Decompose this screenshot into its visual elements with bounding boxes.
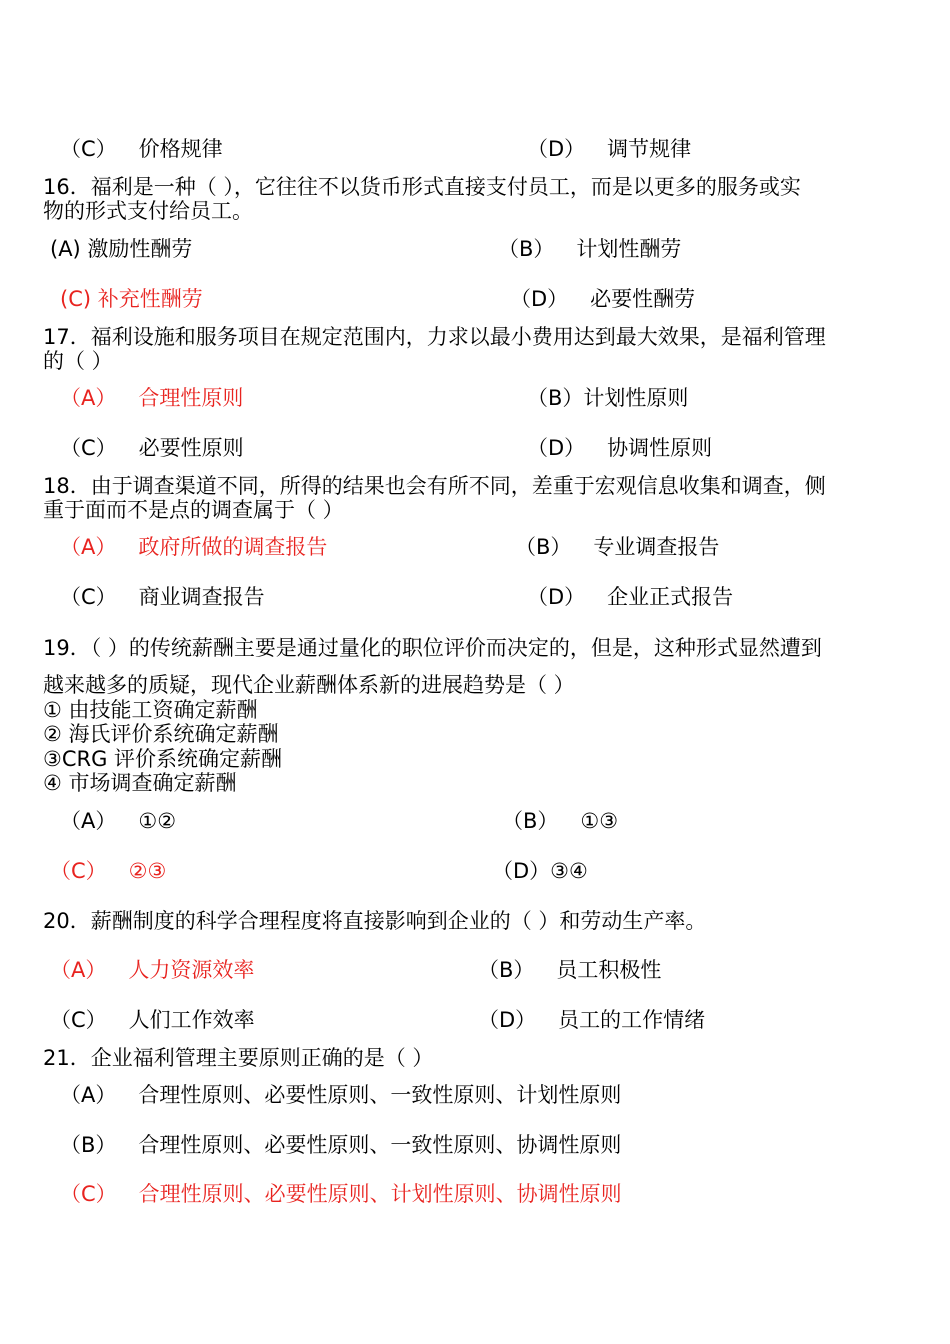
q19-stem-line1: 19．（ ）的传统薪酬主要是通过量化的职位评价而决定的，但是，这种形式显然遭到 — [43, 636, 822, 660]
q17-option-a-answer: （A） 合理性原则 — [60, 386, 244, 410]
q19-option-c-answer: （C） ②③ — [50, 859, 167, 883]
q20-option-c: （C） 人们工作效率 — [50, 1008, 255, 1032]
q19-item-4: ④ 市场调查确定薪酬 — [43, 771, 237, 795]
q16-option-c-answer: (C) 补充性酬劳 — [60, 287, 203, 311]
q15-option-c: （C） 价格规律 — [60, 137, 223, 161]
q17-option-c: （C） 必要性原则 — [60, 436, 244, 460]
q17-stem-line1: 17．福利设施和服务项目在规定范围内，力求以最小费用达到最大效果，是福利管理 — [43, 325, 826, 349]
q19-item-1: ① 由技能工资确定薪酬 — [43, 698, 258, 722]
q19-item-3: ③CRG 评价系统确定薪酬 — [43, 747, 283, 771]
q20-option-a-answer: （A） 人力资源效率 — [50, 958, 255, 982]
q20-option-d: （D） 员工的工作情绪 — [478, 1008, 706, 1032]
q21-stem-line1: 21．企业福利管理主要原则正确的是（ ） — [43, 1046, 434, 1070]
q17-option-d: （D） 协调性原则 — [527, 436, 713, 460]
q16-stem-line1: 16．福利是一种（ ），它往往不以货币形式直接支付员工，而是以更多的服务或实 — [43, 175, 801, 199]
q21-option-a: （A） 合理性原则、必要性原则、一致性原则、计划性原则 — [60, 1083, 622, 1107]
q16-option-b: （B） 计划性酬劳 — [498, 237, 682, 261]
q16-option-a: (A) 激励性酬劳 — [50, 237, 193, 261]
q18-option-a-answer: （A） 政府所做的调查报告 — [60, 535, 328, 559]
q18-option-d: （D） 企业正式报告 — [527, 585, 734, 609]
q18-option-b: （B） 专业调查报告 — [515, 535, 720, 559]
q15-option-d: （D） 调节规律 — [527, 137, 692, 161]
q21-option-b: （B） 合理性原则、必要性原则、一致性原则、协调性原则 — [60, 1133, 622, 1157]
q16-stem-line2: 物的形式支付给员工。 — [43, 199, 253, 223]
q19-option-a: （A） ①② — [60, 809, 177, 833]
q17-option-b: （B）计划性原则 — [527, 386, 689, 410]
q21-option-c-answer: （C） 合理性原则、必要性原则、计划性原则、协调性原则 — [60, 1182, 622, 1206]
q16-option-d: （D） 必要性酬劳 — [510, 287, 696, 311]
q19-option-d: （D）③④ — [492, 859, 588, 883]
q20-option-b: （B） 员工积极性 — [478, 958, 662, 982]
q19-option-b: （B） ①③ — [502, 809, 619, 833]
q19-stem-line2: 越来越多的质疑，现代企业薪酬体系新的进展趋势是（ ） — [43, 673, 575, 697]
q17-stem-line2: 的（ ） — [43, 349, 113, 373]
q19-item-2: ② 海氏评价系统确定薪酬 — [43, 722, 279, 746]
q20-stem-line1: 20．薪酬制度的科学合理程度将直接影响到企业的（ ）和劳动生产率。 — [43, 909, 707, 933]
q18-stem-line1: 18．由于调查渠道不同，所得的结果也会有所不同，差重于宏观信息收集和调查，侧 — [43, 474, 826, 498]
q18-option-c: （C） 商业调查报告 — [60, 585, 265, 609]
q18-stem-line2: 重于面而不是点的调查属于（ ） — [43, 498, 344, 522]
